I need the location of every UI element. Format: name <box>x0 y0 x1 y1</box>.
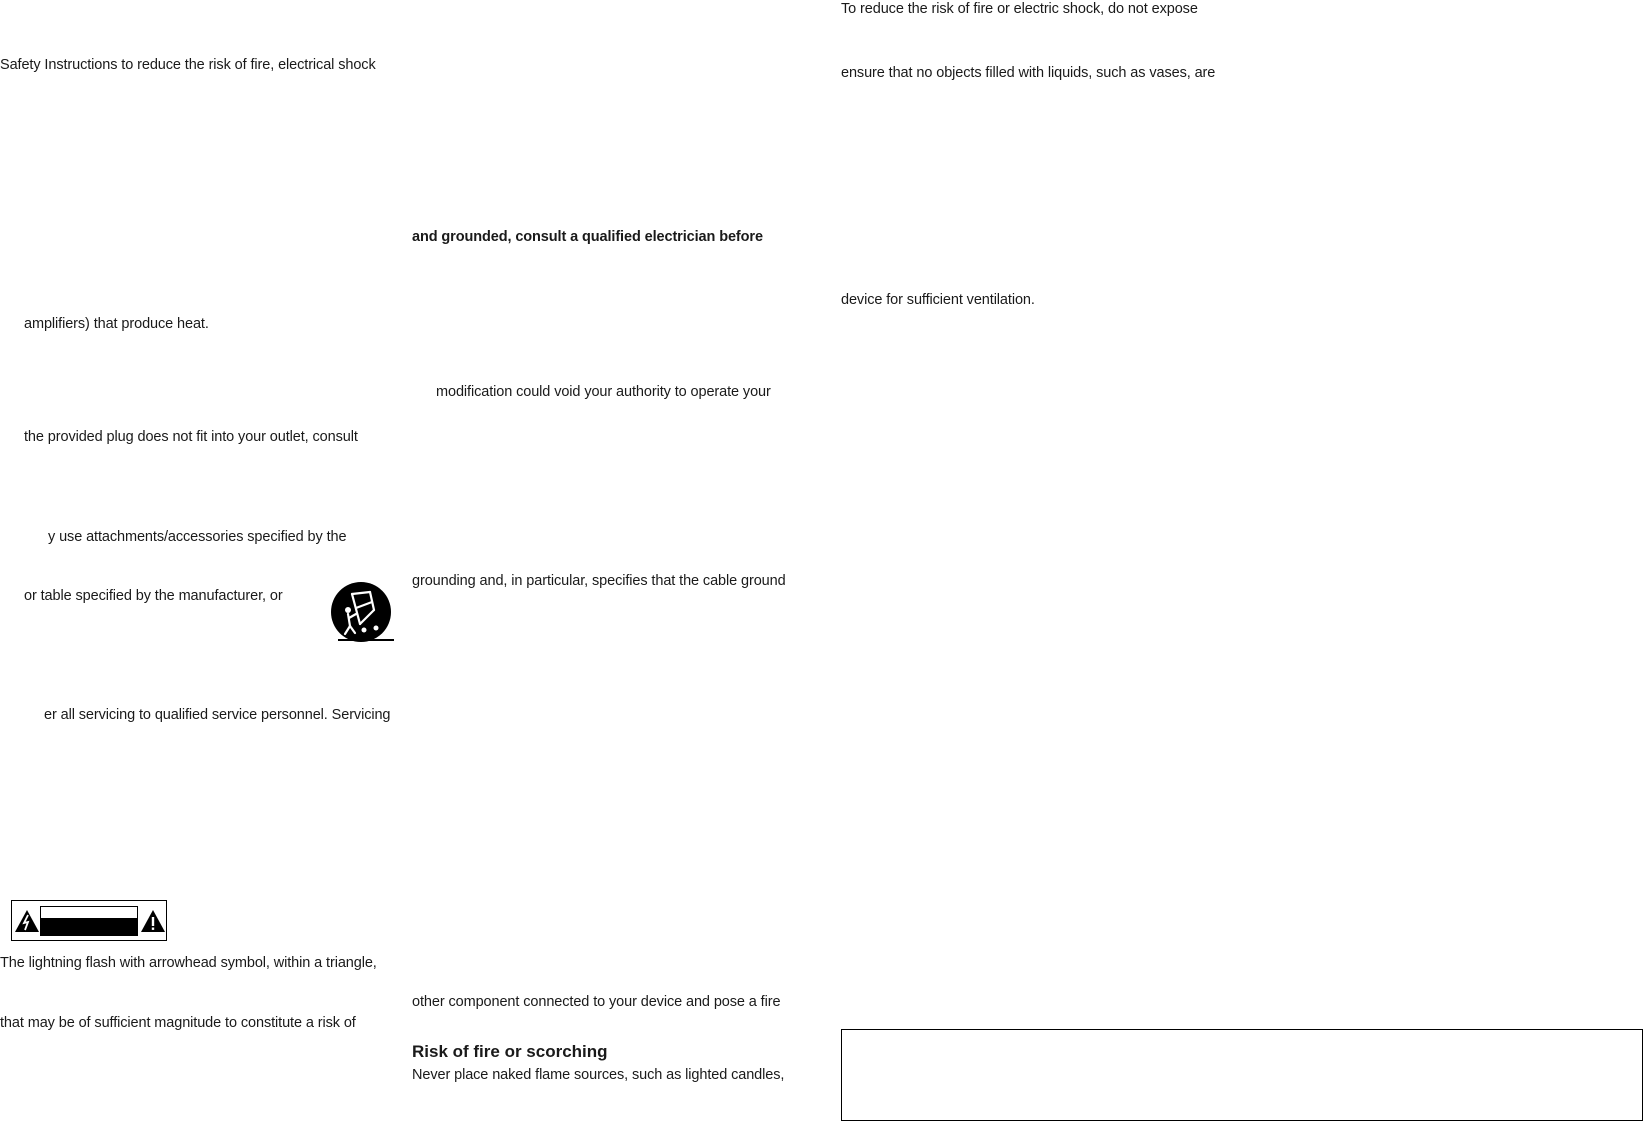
col3-line-1: To reduce the risk of fire or electric shock, do not expose <box>841 1 1198 17</box>
col1-line-3: the provided plug does not fit into your outlet, consult <box>24 429 358 445</box>
notice-box <box>841 1029 1643 1121</box>
col1-line-5: or table specified by the manufacturer, or <box>24 588 283 604</box>
lightning-warning-icon <box>14 909 40 933</box>
col2-line-4: other component connected to your device and pose a fire <box>412 994 781 1010</box>
exclamation-warning-icon <box>140 909 166 933</box>
col1-line-7: The lightning flash with arrowhead symbol, within a triangle, <box>0 955 377 971</box>
col1-line-1: Safety Instructions to reduce the risk of fire, electrical shock <box>0 57 376 73</box>
col2-line-1: and grounded, consult a qualified electrician before <box>412 229 763 245</box>
col1-line-6: er all servicing to qualified service personnel. Servicing <box>44 707 391 723</box>
cart-tipover-icon <box>330 580 394 644</box>
warning-label-bar <box>40 906 138 936</box>
col1-line-4: y use attachments/accessories specified by the <box>48 529 347 545</box>
col3-line-3: device for sufficient ventilation. <box>841 292 1035 308</box>
col1-line-8: that may be of sufficient magnitude to constitute a risk of <box>0 1015 356 1031</box>
col3-line-2: ensure that no objects filled with liquids, such as vases, are <box>841 65 1216 81</box>
col2-line-3: grounding and, in particular, specifies that the cable ground <box>412 573 786 589</box>
col1-line-2: amplifiers) that produce heat. <box>24 316 209 332</box>
col2-line-5: Never place naked flame sources, such as lighted candles, <box>412 1067 785 1083</box>
warning-label <box>11 900 167 941</box>
col2-line-2: modification could void your authority to operate your <box>436 384 771 400</box>
risk-of-fire-heading: Risk of fire or scorching <box>412 1042 608 1061</box>
